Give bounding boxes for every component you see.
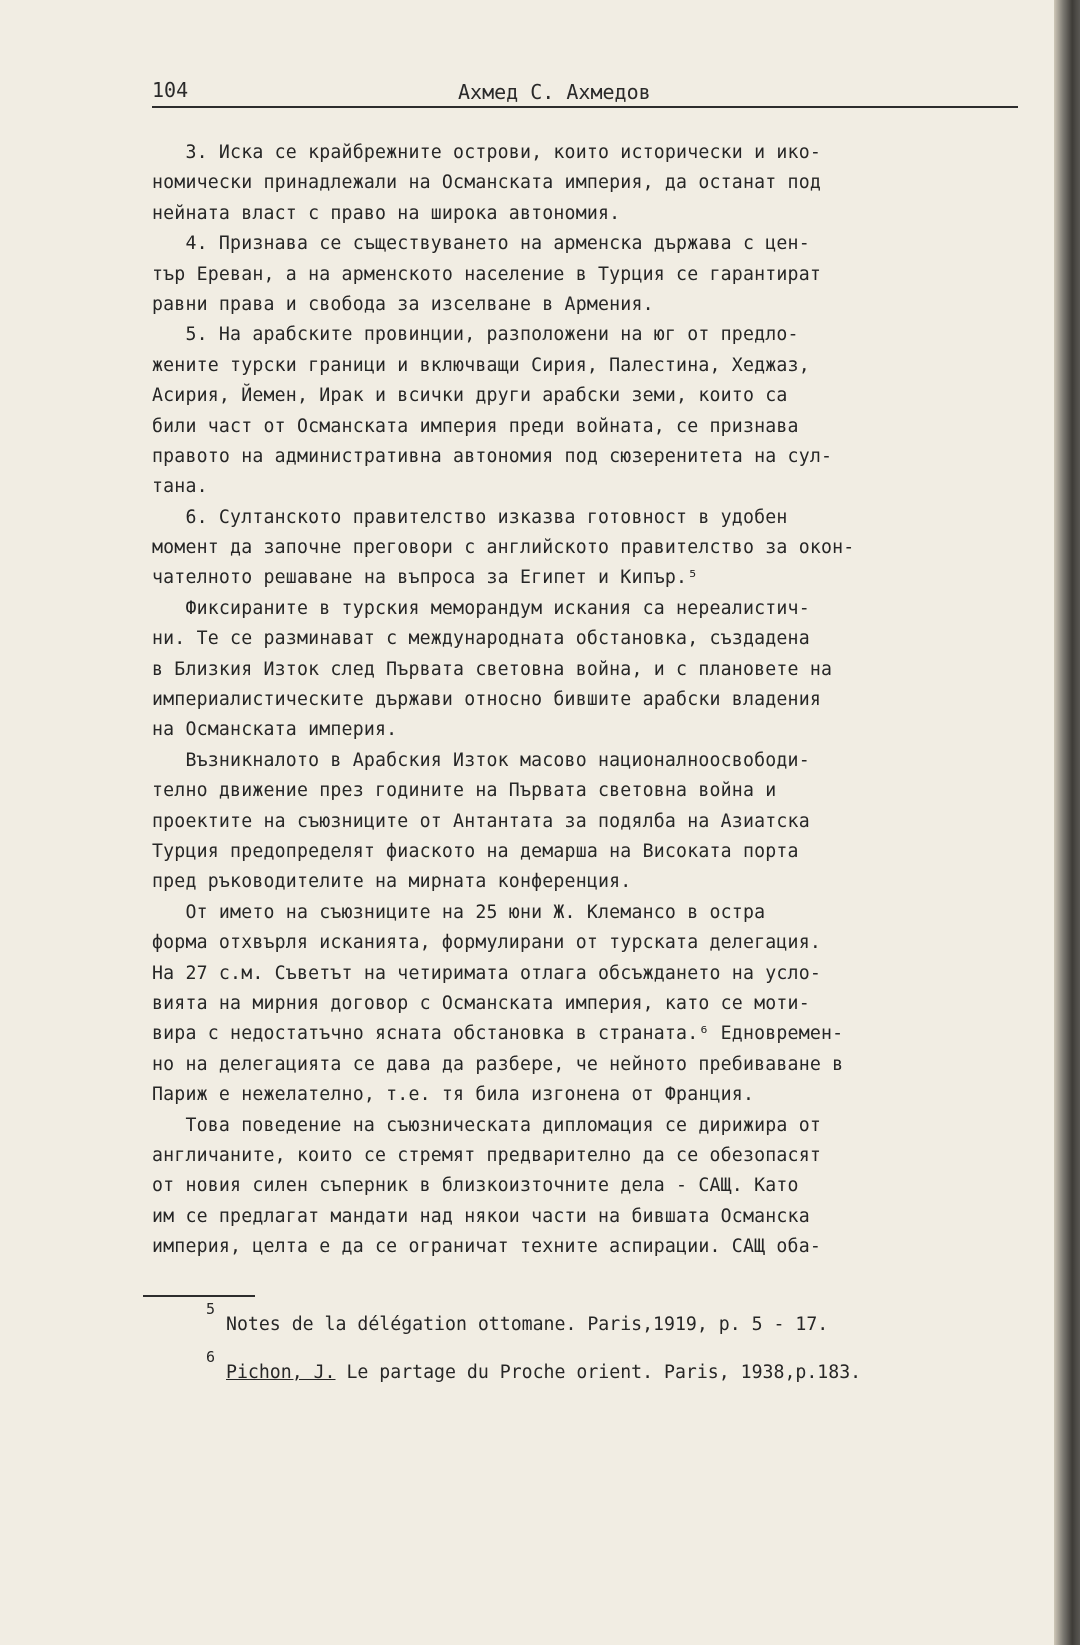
text-line: Фиксираните в турския меморандум искания са нереалистич- bbox=[152, 597, 810, 619]
footnotes bbox=[204, 1300, 1024, 1396]
page-edge-shadow bbox=[1054, 0, 1080, 1645]
footnote bbox=[204, 1348, 1024, 1396]
text-line: тана. bbox=[152, 476, 208, 498]
text-line: били част от Османската империя преди войната, се признава bbox=[152, 415, 799, 437]
text-line: империалистическите държави относно бившите арабски владения bbox=[152, 689, 821, 711]
text-line: 6. Султанското правителство изказва готовност в удобен bbox=[152, 506, 788, 528]
text-line: 5. На арабските провинции, разположени на юг от предло- bbox=[152, 324, 799, 346]
footnote-author: Pichon, J. bbox=[226, 1362, 336, 1383]
footnote-divider bbox=[143, 1295, 255, 1297]
text-line: нейната власт с право на широка автономия. bbox=[152, 202, 621, 224]
text-line: англичаните, които се стремят предварително да се обезопасят bbox=[152, 1144, 821, 1166]
text-line: Възникналото в Арабския Изток масово националноосвободи- bbox=[152, 749, 810, 771]
page-number: 104 bbox=[152, 78, 189, 102]
text-line: Това поведение на съюзническата дипломация се дирижира от bbox=[152, 1114, 821, 1136]
text-line: телно движение през годините на Първата световна война и bbox=[152, 780, 777, 802]
text-line: момент да започне преговори с английското правителство за окон- bbox=[152, 537, 855, 559]
text-line: проектите на съюзниците от Антантата за подялба на Азиатска bbox=[152, 810, 810, 832]
footnote bbox=[204, 1300, 1024, 1348]
running-head-author: Ахмед С. Ахмедов bbox=[458, 80, 651, 104]
text-line: им се предлагат мандати над някои части на бившата Османска bbox=[152, 1205, 810, 1227]
text-line: вира с недостатъчно ясната обстановка в страната.⁶ Едновремен- bbox=[152, 1023, 844, 1045]
text-line: жените турски граници и включващи Сирия, Палестина, Хеджаз, bbox=[152, 354, 810, 376]
text-line: но на делегацията се дава да разбере, че нейното пребиваване в bbox=[152, 1053, 844, 1075]
text-line: на Османската империя. bbox=[152, 719, 398, 741]
footnote-text bbox=[226, 1314, 828, 1335]
text-line: империя, целта е да се ограничат техните аспирации. САЩ оба- bbox=[152, 1236, 821, 1258]
text-line: 4. Признава се съществуването на арменска държава с цен- bbox=[152, 233, 810, 255]
footnote-citation: Notes de la délégation ottomane. Paris,1919, p. 5 - 17. bbox=[226, 1314, 829, 1335]
text-line: 3. Иска се крайбрежните острови, които исторически и ико- bbox=[152, 142, 821, 163]
text-line: Турция предопределят фиаското на демарша на Високата порта bbox=[152, 840, 799, 862]
text-line: На 27 с.м. Съветът на четиримата отлага обсъждането на усло- bbox=[152, 962, 821, 984]
text-line: Париж е нежелателно, т.е. тя била изгонена от Франция. bbox=[152, 1084, 755, 1106]
text-line: чателното решаване на въпроса за Египет и Кипър.⁵ bbox=[152, 567, 699, 589]
text-line: равни права и свобода за изселване в Армения. bbox=[152, 293, 654, 315]
text-line: правото на административна автономия под сюзеренитета на сул- bbox=[152, 445, 833, 467]
page-header bbox=[152, 76, 1018, 108]
text-line: От името на съюзниците на 25 юни Ж. Клемансо в остра bbox=[152, 901, 766, 923]
footnote-text bbox=[226, 1362, 861, 1383]
footnote-number: 5 bbox=[206, 1300, 216, 1318]
footnote-number: 6 bbox=[206, 1348, 216, 1366]
footnote-citation: Le partage du Proche orient. Paris, 1938,p.183. bbox=[335, 1362, 862, 1383]
text-line: в Близкия Изток след Първата световна война, и с плановете на bbox=[152, 658, 833, 680]
text-line: тър Ереван, а на арменското население в Турция се гарантират bbox=[152, 263, 821, 285]
text-line: от новия силен съперник в близкоизточните дела - САЩ. Като bbox=[152, 1175, 799, 1197]
text-line: вията на мирния договор с Османската империя, като се моти- bbox=[152, 992, 810, 1014]
text-line: ни. Те се разминават с международната обстановка, създадена bbox=[152, 628, 810, 650]
text-line: номически принадлежали на Османската империя, да останат под bbox=[152, 172, 821, 194]
body-text bbox=[152, 138, 1022, 1262]
text-line: Асирия, Йемен, Ирак и всички други арабски земи, които са bbox=[152, 385, 788, 407]
text-line: пред ръководителите на мирната конференция. bbox=[152, 871, 632, 893]
text-line: форма отхвърля исканията, формулирани от турската делегация. bbox=[152, 932, 821, 954]
